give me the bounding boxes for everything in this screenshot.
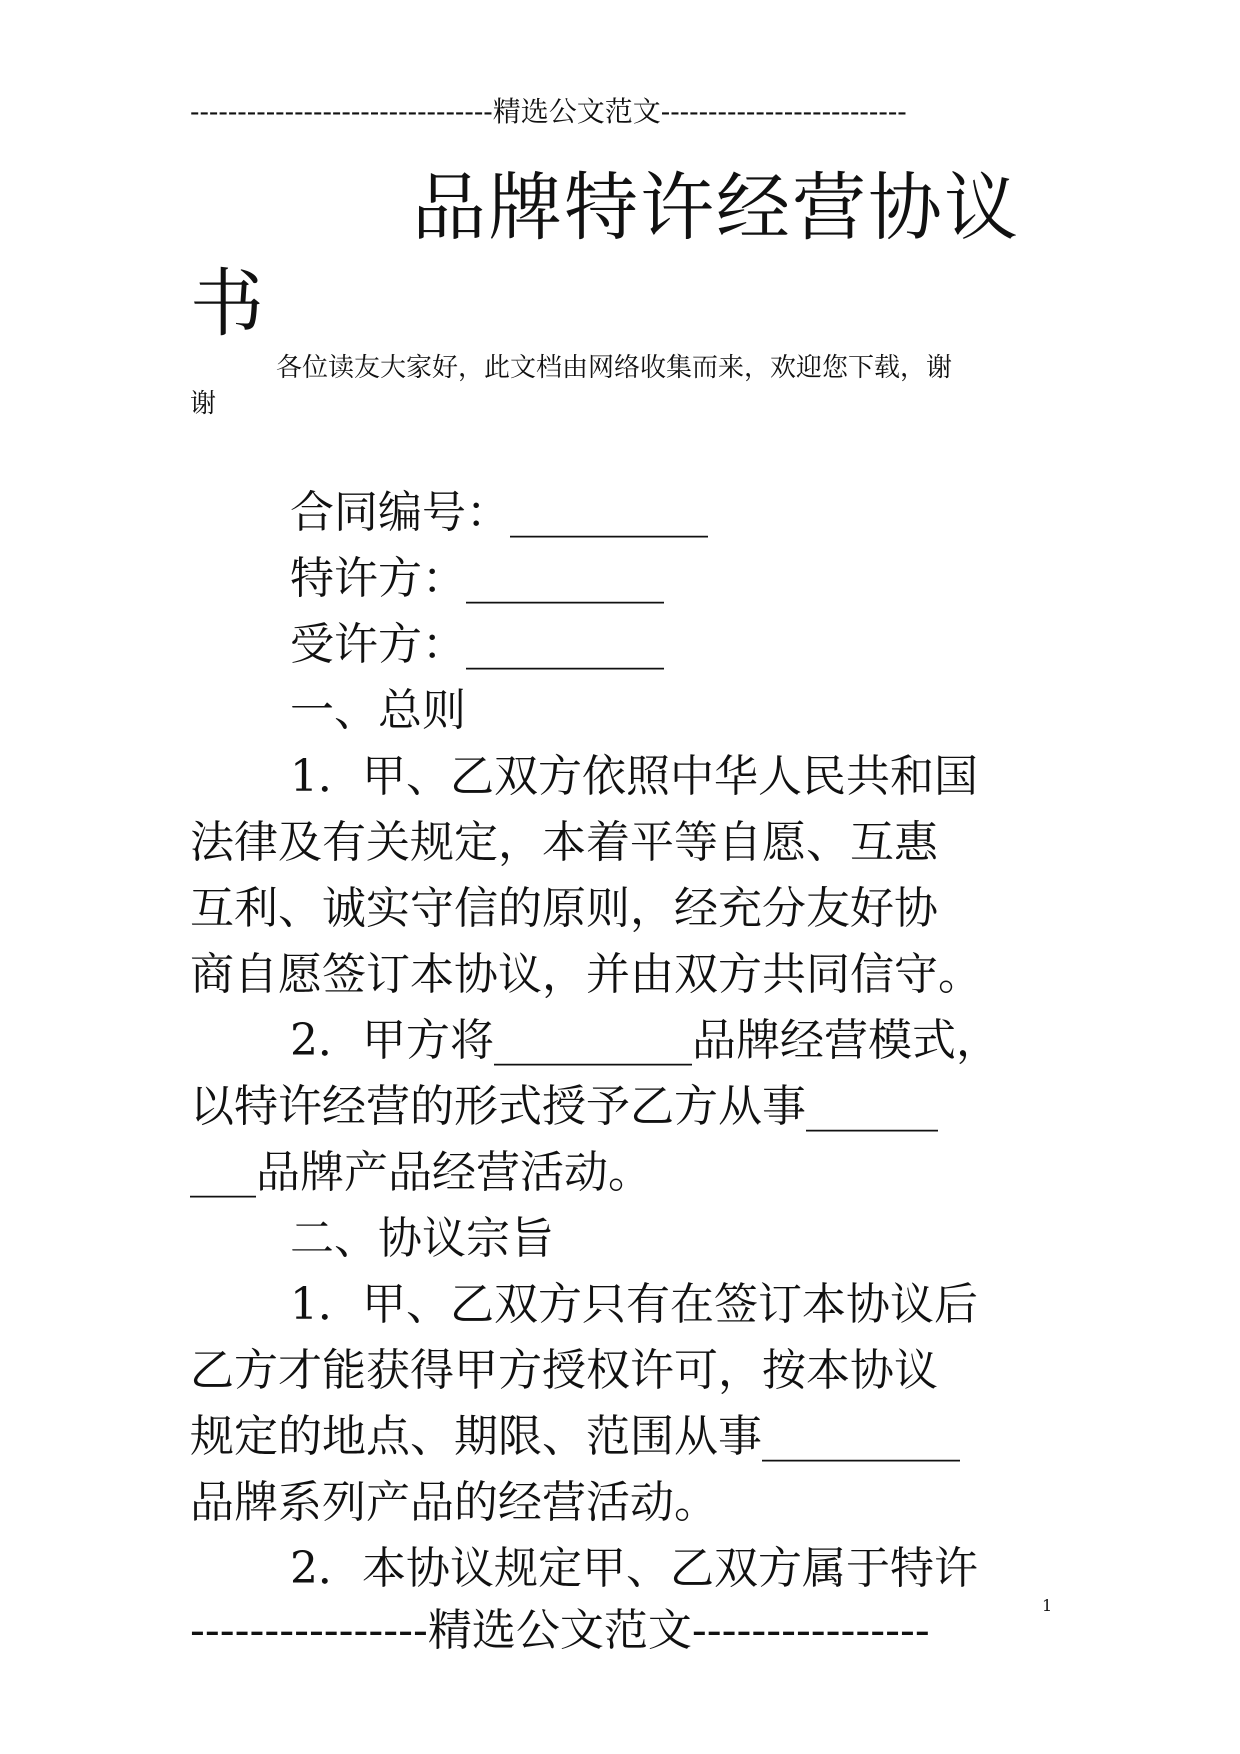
page-header: --------------------------------精选公文范文-------------------------- <box>190 95 907 128</box>
body-line: 规定的地点、期限、范围从事_________ <box>190 1411 960 1462</box>
section-heading-purpose: 二、协议宗旨 <box>290 1213 554 1264</box>
body-line: 乙方才能获得甲方授权许可，按本协议 <box>190 1345 938 1396</box>
body-line: ___品牌产品经营活动。 <box>190 1147 652 1198</box>
body-line: 以特许经营的形式授予乙方从事______ <box>190 1081 938 1132</box>
section-heading-general: 一、总则 <box>290 685 466 736</box>
body-line: 品牌系列产品的经营活动。 <box>190 1477 718 1528</box>
body-line-franchisor: 特许方：_________ <box>290 553 664 604</box>
body-line: 1．甲、乙双方依照中华人民共和国 <box>290 751 978 802</box>
page-number: 1 <box>1042 1596 1053 1615</box>
body-line: 2．本协议规定甲、乙双方属于特许 <box>290 1543 978 1594</box>
greeting-line-1: 各位读友大家好，此文档由网络收集而来，欢迎您下载，谢 <box>276 353 953 383</box>
page-footer: ----------------精选公文范文---------------- <box>190 1605 930 1656</box>
body-line: 互利、诚实守信的原则，经充分友好协 <box>190 883 938 934</box>
title-line-2: 书 <box>190 261 266 347</box>
body-line-contract-number: 合同编号：_________ <box>290 487 708 538</box>
body-line: 2．甲方将_________品牌经营模式， <box>290 1015 1000 1066</box>
greeting-line-2: 谢 <box>190 389 217 419</box>
body-line-franchisee: 受许方：_________ <box>290 619 664 670</box>
body-line: 商自愿签订本协议，并由双方共同信守。 <box>190 949 982 1000</box>
body-line: 法律及有关规定，本着平等自愿、互惠 <box>190 817 938 868</box>
title-line-1: 品牌特许经营协议 <box>412 165 1020 251</box>
document-title <box>190 160 1070 352</box>
document-body <box>190 480 1070 1602</box>
greeting-note <box>190 350 1060 422</box>
body-line: 1．甲、乙双方只有在签订本协议后 <box>290 1279 978 1330</box>
